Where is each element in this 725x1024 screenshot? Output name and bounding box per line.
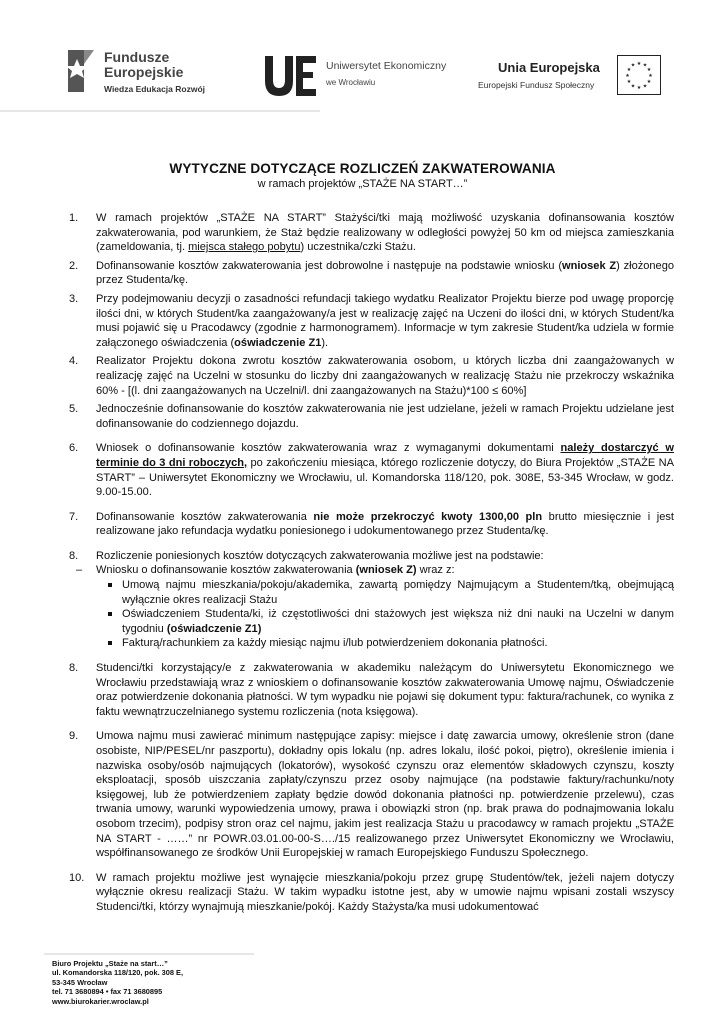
footer-address: ul. Komandorska 118/120, pok. 308 E, <box>52 968 184 978</box>
item-number: 2. <box>69 259 79 272</box>
sub-item-text: wraz z: <box>416 564 455 577</box>
svg-text:★: ★ <box>636 61 642 67</box>
bold-text: (oświadczenie Z1) <box>166 622 262 635</box>
svg-text:★: ★ <box>646 67 652 73</box>
item-text: Realizator Projektu dokona zwrotu kosztów zakwaterowania osobom, u których liczba dni zaangażowanych w realizację zajęć na Uczelni w stosunku do liczby dni zaangażowanych w realizację Stażu nie przekroczy wskaźnika 60% - [(l. dni zaangażowanych na Uczelni/l. dni zaangażowanych na Stażu)*100 ≤ 60%] <box>96 355 674 397</box>
bold-text: oświadczenie Z1 <box>234 336 322 349</box>
sub-item-text: Wniosku o dofinansowanie kosztów zakwaterowania <box>96 564 356 577</box>
item-text: Dofinansowanie kosztów zakwaterowania <box>96 510 314 523</box>
eu-line1: Unia Europejska <box>498 60 600 75</box>
bold-text: (wniosek Z) <box>355 564 417 577</box>
bold-text: nie może przekroczyć kwoty 1300,00 pln <box>313 510 543 523</box>
underlined-text: miejsca stałego pobytu <box>188 241 301 254</box>
list-item <box>66 729 674 860</box>
item-number: 9. <box>69 730 79 743</box>
fe-star-logo-icon <box>64 46 98 96</box>
item-text: ) uczestnika/czki Stażu. <box>300 241 416 254</box>
item-number: 5. <box>69 403 79 416</box>
item-text: Rozliczenie poniesionych kosztów dotyczących zakwaterowania możliwe jest na podstawie: <box>96 549 544 562</box>
item-text: ). <box>321 336 329 349</box>
svg-text:★: ★ <box>630 62 636 69</box>
svg-text:★: ★ <box>626 67 632 73</box>
footer-phone: tel. 71 3680894 • fax 71 3680895 <box>52 987 163 997</box>
list-item <box>66 259 674 288</box>
ue-wroclaw-logo <box>262 52 462 102</box>
svg-text:★: ★ <box>626 79 632 85</box>
item-number: 4. <box>69 355 79 368</box>
item-text: Wniosek o dofinansowanie kosztów zakwaterowania wraz z wymaganymi dokumentami <box>96 442 561 455</box>
document-subtitle: w ramach projektów „STAŻE NA START…” <box>257 178 468 190</box>
item-text: Umowa najmu musi zawierać minimum następujące zapisy: miejsce i datę zawarcia umowy, określenie stron (dane osobiste, NIP/PESEL/nr paszportu), dokładny opis lokalu (np. adres lokalu, ilość pokoi, piętro), określenie imienia i nazwiska osoby/osób najmujących (lokatorów), wysokość czynszu oraz elementów składowych czynszu, koszty eksploatacji, sposób uiszczania zapłaty/czynszu przez osoby najmujące (na podstawie faktury/rachunku/noty księgowej, lub że potwierdzeniem zapłaty będzie dowód dokonania płatności np. potwierdzenie przelewu), czas trwania umowy, warunki wypowiedzenia umowy, prawa i obowiązki stron (np. brak prawa do podnajmowania lokalu osobom trzecim), podpisy stron oraz cel najmu, jakim jest realizacja Stażu u pracodawcy w ramach projektu „STAŻE NA START - ……” nr POWR.03.01.00-00-S…./15 realizowanego przez Uniwersytet Ekonomiczny we Wrocławiu, współfinansowanego ze środków Unii Europejskiej w ramach Europejskiego Funduszu Społecznego. <box>96 730 674 860</box>
item-number: 8. <box>69 662 79 675</box>
list-item <box>66 441 674 499</box>
list-item <box>66 211 674 255</box>
item-text: brutto miesięcznie i jest realizowane jako refundacja wydatku poniesionego i udokumentowanego przez Studenta/kę. <box>96 510 674 538</box>
footer-city: 53-345 Wrocław <box>52 977 108 987</box>
square-bullet-icon <box>108 583 112 587</box>
item-number: 7. <box>69 510 79 523</box>
item-text: Jednocześnie dofinansowanie do kosztów zakwaterowania nie jest udzielane, jeżeli w ramach Projektu udzielane jest dofinansowanie do codziennego dojazdu. <box>96 403 674 430</box>
item-number: 6. <box>69 442 79 455</box>
sub-item <box>66 563 674 578</box>
square-bullet-icon <box>108 641 112 645</box>
bullet-item <box>66 578 674 607</box>
item-number: 10. <box>69 871 85 884</box>
svg-text:★: ★ <box>642 62 648 69</box>
page-footer <box>52 959 183 1006</box>
item-number: 3. <box>69 292 79 305</box>
list-item <box>66 871 674 915</box>
bold-underlined-text: należy dostarczyć w terminie do 3 dni roboczych, <box>96 442 675 469</box>
dash-marker: – <box>76 564 83 577</box>
ue-monogram-icon <box>262 52 318 98</box>
fe-line2: Europejskie <box>104 64 184 80</box>
guidelines-list <box>66 211 674 919</box>
document-title: WYTYCZNE DOTYCZĄCE ROZLICZEŃ ZAKWATEROWANIA <box>169 161 556 176</box>
square-bullet-icon <box>108 612 112 616</box>
ue-line2: we Wrocławiu <box>326 78 376 87</box>
page-header <box>0 0 725 120</box>
eu-line2: Europejski Fundusz Społeczny <box>478 80 595 90</box>
svg-text:★: ★ <box>648 73 653 79</box>
item-text: Studenci/tki korzystający/e z zakwaterowania w akademiku należącym do Uniwersytetu Ekonomicznego we Wrocławiu przedstawiają wraz z wnioskiem o dofinansowanie kosztów zakwaterowania Umowę najmu, Oświadczenie oraz potwierdzenie dokonania płatności. W tym wypadku nie pojawi się dokument typu: faktura/rachunek, co wynika z faktu wewnątrzuczelnianego systemu rozliczenia (nota księgowa). <box>96 662 674 718</box>
bullet-item <box>66 607 674 636</box>
footer-office: Biuro Projektu „Staże na start…” <box>52 959 168 968</box>
bullet-text: Umową najmu mieszkania/pokoju/akademika, zawartą pomiędzy Najmującym a Studentem/tką, obejmującą wyłącznie okres realizacji Stażu <box>122 579 674 606</box>
item-text: W ramach projektów „STAŻE NA START” Stażyści/tki mają możliwość uzyskania dofinansowania kosztów zakwaterowania, pod warunkiem, że Staż będzie realizowany w odległości powyżej 50 km od miejsca zamieszkania (zameldowania, tj. <box>96 212 674 254</box>
item-text: Dofinansowanie kosztów zakwaterowania jest dobrowolne i następuje na podstawie wniosku ( <box>96 259 562 272</box>
svg-text:★: ★ <box>625 73 630 79</box>
eu-flag-icon <box>617 55 661 95</box>
item-text: ) złożonego przez Studenta/kę. <box>96 259 674 287</box>
bullet-text: Fakturą/rachunkiem za każdy miesiąc najmu i/lub potwierdzeniem dokonania płatności. <box>122 637 548 650</box>
svg-text:★: ★ <box>630 83 636 90</box>
bold-text: wniosek Z <box>562 259 617 272</box>
bullet-item <box>66 636 674 651</box>
fe-line1: Fundusze <box>104 49 170 65</box>
ue-line1: Uniwersytet Ekonomiczny <box>326 60 447 72</box>
fundusze-europejskie-logo <box>64 46 224 102</box>
list-item <box>66 402 674 431</box>
item-text: Przy podejmowaniu decyzji o zasadności refundacji takiego wydatku Realizator Projektu bierze pod uwagę proporcję ilości dni, w których Student/ka zaangażowany/a jest w realizację zajęć na Uczeni do ilości dni, w których Student/ka musi pojawić się u Pracodawcy (zgodnie z harmonogramem). Informacje w tym zakresie Student/ka udziela w formie załączonego oświadczenia ( <box>96 292 674 349</box>
svg-text:★: ★ <box>646 79 652 85</box>
item-number: 8. <box>69 549 79 562</box>
list-item <box>66 661 674 719</box>
fe-line3: Wiedza Edukacja Rozwój <box>104 84 205 94</box>
footer-divider <box>44 953 254 955</box>
svg-text:★: ★ <box>642 83 648 90</box>
list-item <box>66 354 674 398</box>
bullet-text: Oświadczeniem Studenta/ki, iż częstotliwości dni stażowych jest większa niż dni nauki na Uczelni w danym tygodniu <box>122 608 674 635</box>
item-text: po zakończeniu miesiąca, którego rozliczenie dotyczy, do Biura Projektów „STAŻE NA START” – Uniwersytet Ekonomiczny we Wrocławiu, ul. Komandorska 118/120, pok. 308E, 53-345 Wrocław, w godz. 9.00-15.00. <box>96 456 674 499</box>
list-item <box>66 510 674 539</box>
svg-text:★: ★ <box>636 85 642 91</box>
item-text: W ramach projektu możliwe jest wynajęcie mieszkania/pokoju przez grupę Studentów/tek, jeżeli najem dotyczy wyłącznie okresu realizacji Stażu. W takim wypadku istotne jest, aby w umowie najmu wpisani zostali wszyscy Studenci/tki, którzy wynajmują mieszkanie/pokój. Każdy Stażysta/ka musi udokumentować <box>96 871 674 913</box>
item-number: 1. <box>69 212 79 224</box>
footer-website: www.biurokarier.wroclaw.pl <box>52 996 149 1006</box>
list-item <box>66 292 674 350</box>
list-item <box>66 549 674 651</box>
header-divider <box>0 110 320 112</box>
